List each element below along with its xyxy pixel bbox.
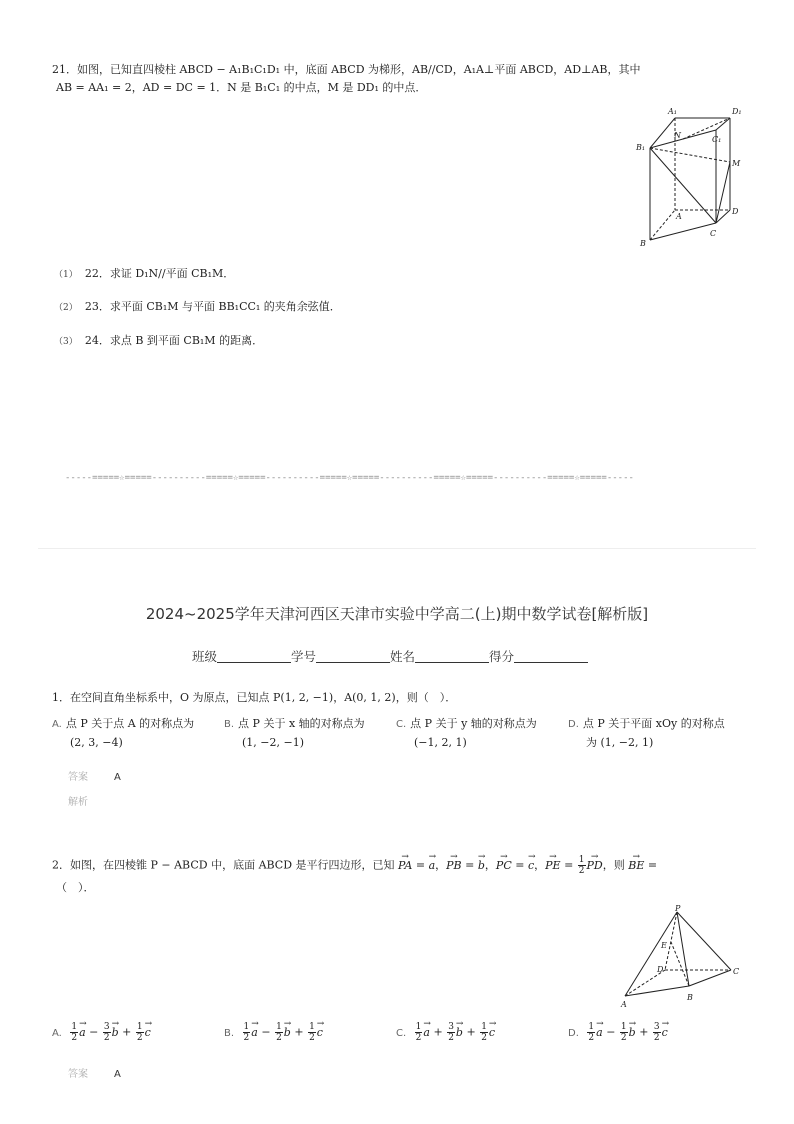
q21-sub1-num: （1） <box>54 270 78 280</box>
q2-answer-label: 答案 <box>68 1069 88 1080</box>
q1-option-c[interactable] <box>396 715 566 752</box>
q2-option-b[interactable]: B. $\frac{1}{2}$ → a − $\frac{1}{2}$ → b + $\frac{1}{2}$ → c <box>224 1022 323 1043</box>
id-label: 学号 <box>291 649 317 664</box>
q1-option-d-label: D. <box>568 719 579 730</box>
q1-option-d-line2: 为 (1, −2, 1) <box>586 736 654 749</box>
q1-option-a-line2: (2, 3, −4) <box>70 736 123 749</box>
label-B: B <box>640 239 646 248</box>
label-A: A <box>676 212 682 221</box>
label-M: M <box>732 159 741 168</box>
q2-option-a-label: A. <box>52 1027 62 1039</box>
pyr-label-E: E <box>661 941 667 950</box>
q2-option-a[interactable]: A. $\frac{1}{2}$ → a − $\frac{3}{2}$ → b + $\frac{1}{2}$ → c <box>52 1022 151 1043</box>
q1-option-a[interactable] <box>52 715 222 752</box>
label-D1: D₁ <box>732 107 742 116</box>
page-divider <box>38 548 756 549</box>
q2-stem: 2．如图，在四棱锥 P − ABCD 中，底面 ABCD 是平行四边形，已知 → PA = → a，→ PB = → b，→ PC = → c，→ PE = $\frac{1}{2}$ → PD，则 → BE = <box>52 855 657 876</box>
label-D: D <box>732 207 739 216</box>
q2-option-d[interactable]: D. $\frac{1}{2}$ → a − $\frac{1}{2}$ → b + $\frac{3}{2}$ → c <box>568 1022 668 1043</box>
q1-option-b[interactable] <box>224 715 394 752</box>
q21-sub3-num: （3） <box>54 337 78 347</box>
q1-stem: 1．在空间直角坐标系中，O 为原点，已知点 P(1, 2, −1)，A(0, 1, 2)，则（ ）． <box>52 691 457 704</box>
score-blank[interactable] <box>514 650 588 663</box>
label-C: C <box>710 229 717 238</box>
q1-option-b-line2: (1, −2, −1) <box>242 736 304 749</box>
q1-option-d-line1: 点 P 关于平面 xOy 的对称点 <box>582 717 725 730</box>
exam-title: 2024~2025学年天津河西区天津市实验中学高二(上)期中数学试卷[解析版] <box>145 605 649 623</box>
label-B1: B₁ <box>636 143 646 152</box>
q2-stem-prefix: 2．如图，在四棱锥 P − ABCD 中，底面 ABCD 是平行四边形，已知 <box>52 858 395 872</box>
q21-sub3-text: 24．求点 B 到平面 CB₁M 的距离． <box>84 334 264 347</box>
q1-analysis-label: 解析 <box>68 797 88 808</box>
class-blank[interactable] <box>217 650 291 663</box>
student-info <box>192 647 588 665</box>
q2-option-b-label: B. <box>224 1027 235 1039</box>
name-blank[interactable] <box>415 650 489 663</box>
q2-option-d-label: D. <box>568 1027 579 1039</box>
q1-option-b-line1: 点 P 关于 x 轴的对称点为 <box>238 717 365 730</box>
prism-figure <box>630 100 750 250</box>
label-C1: C₁ <box>712 135 722 144</box>
q21-sub1-text: 22．求证 D₁N//平面 CB₁M． <box>84 267 235 280</box>
q2-stem-cont: （ ）． <box>56 881 95 894</box>
q1-option-d[interactable] <box>568 715 758 752</box>
score-label: 得分 <box>489 649 515 664</box>
pyr-label-P: P <box>675 904 681 913</box>
q21-sub2-text: 23．求平面 CB₁M 与平面 BB₁CC₁ 的夹角余弦值． <box>84 300 341 313</box>
name-label: 姓名 <box>390 649 416 664</box>
q1-option-b-label: B. <box>224 719 235 730</box>
pyramid-figure <box>615 902 745 1014</box>
q2-option-c[interactable]: C. $\frac{1}{2}$ → a + $\frac{3}{2}$ → b + $\frac{1}{2}$ → c <box>396 1022 495 1043</box>
pyr-label-A: A <box>621 1000 627 1009</box>
pyr-label-B: B <box>687 993 693 1002</box>
separator-line: -----=====☆=====----------=====☆=====----------=====☆=====----------=====☆=====----------=====☆=====----- <box>65 473 634 483</box>
q1-answer <box>68 768 121 783</box>
label-A1: A₁ <box>668 107 677 116</box>
q1-option-c-label: C. <box>396 719 407 730</box>
q21-sub2-num: （2） <box>54 303 78 313</box>
q2-answer-value: A <box>114 1069 121 1080</box>
id-blank[interactable] <box>316 650 390 663</box>
q1-answer-label: 答案 <box>68 772 88 783</box>
q1-option-c-line1: 点 P 关于 y 轴的对称点为 <box>410 717 537 730</box>
q2-option-c-label: C. <box>396 1027 407 1039</box>
q1-answer-value: A <box>114 772 121 783</box>
pyr-label-D: D <box>657 965 664 974</box>
class-label: 班级 <box>192 649 218 664</box>
q2-answer <box>68 1065 121 1080</box>
q21-sub2 <box>54 295 341 315</box>
label-N: N <box>674 131 681 140</box>
q1-option-a-line1: 点 P 关于点 A 的对称点为 <box>65 717 195 730</box>
q1-option-a-label: A. <box>52 719 62 730</box>
pyr-label-C: C <box>733 967 740 976</box>
q1-option-c-line2: (−1, 2, 1) <box>414 736 467 749</box>
q21-stem-line1: 21．如图，已知直四棱柱 ABCD − A₁B₁C₁D₁ 中，底面 ABCD 为梯形，AB//CD，A₁A⊥平面 ABCD，AD⊥AB，其中 <box>52 63 641 76</box>
q21-sub1 <box>54 262 234 282</box>
q21-stem-line2: AB = AA₁ = 2，AD = DC = 1．N 是 B₁C₁ 的中点，M 是 DD₁ 的中点． <box>56 81 427 94</box>
q21-sub3 <box>54 329 263 349</box>
